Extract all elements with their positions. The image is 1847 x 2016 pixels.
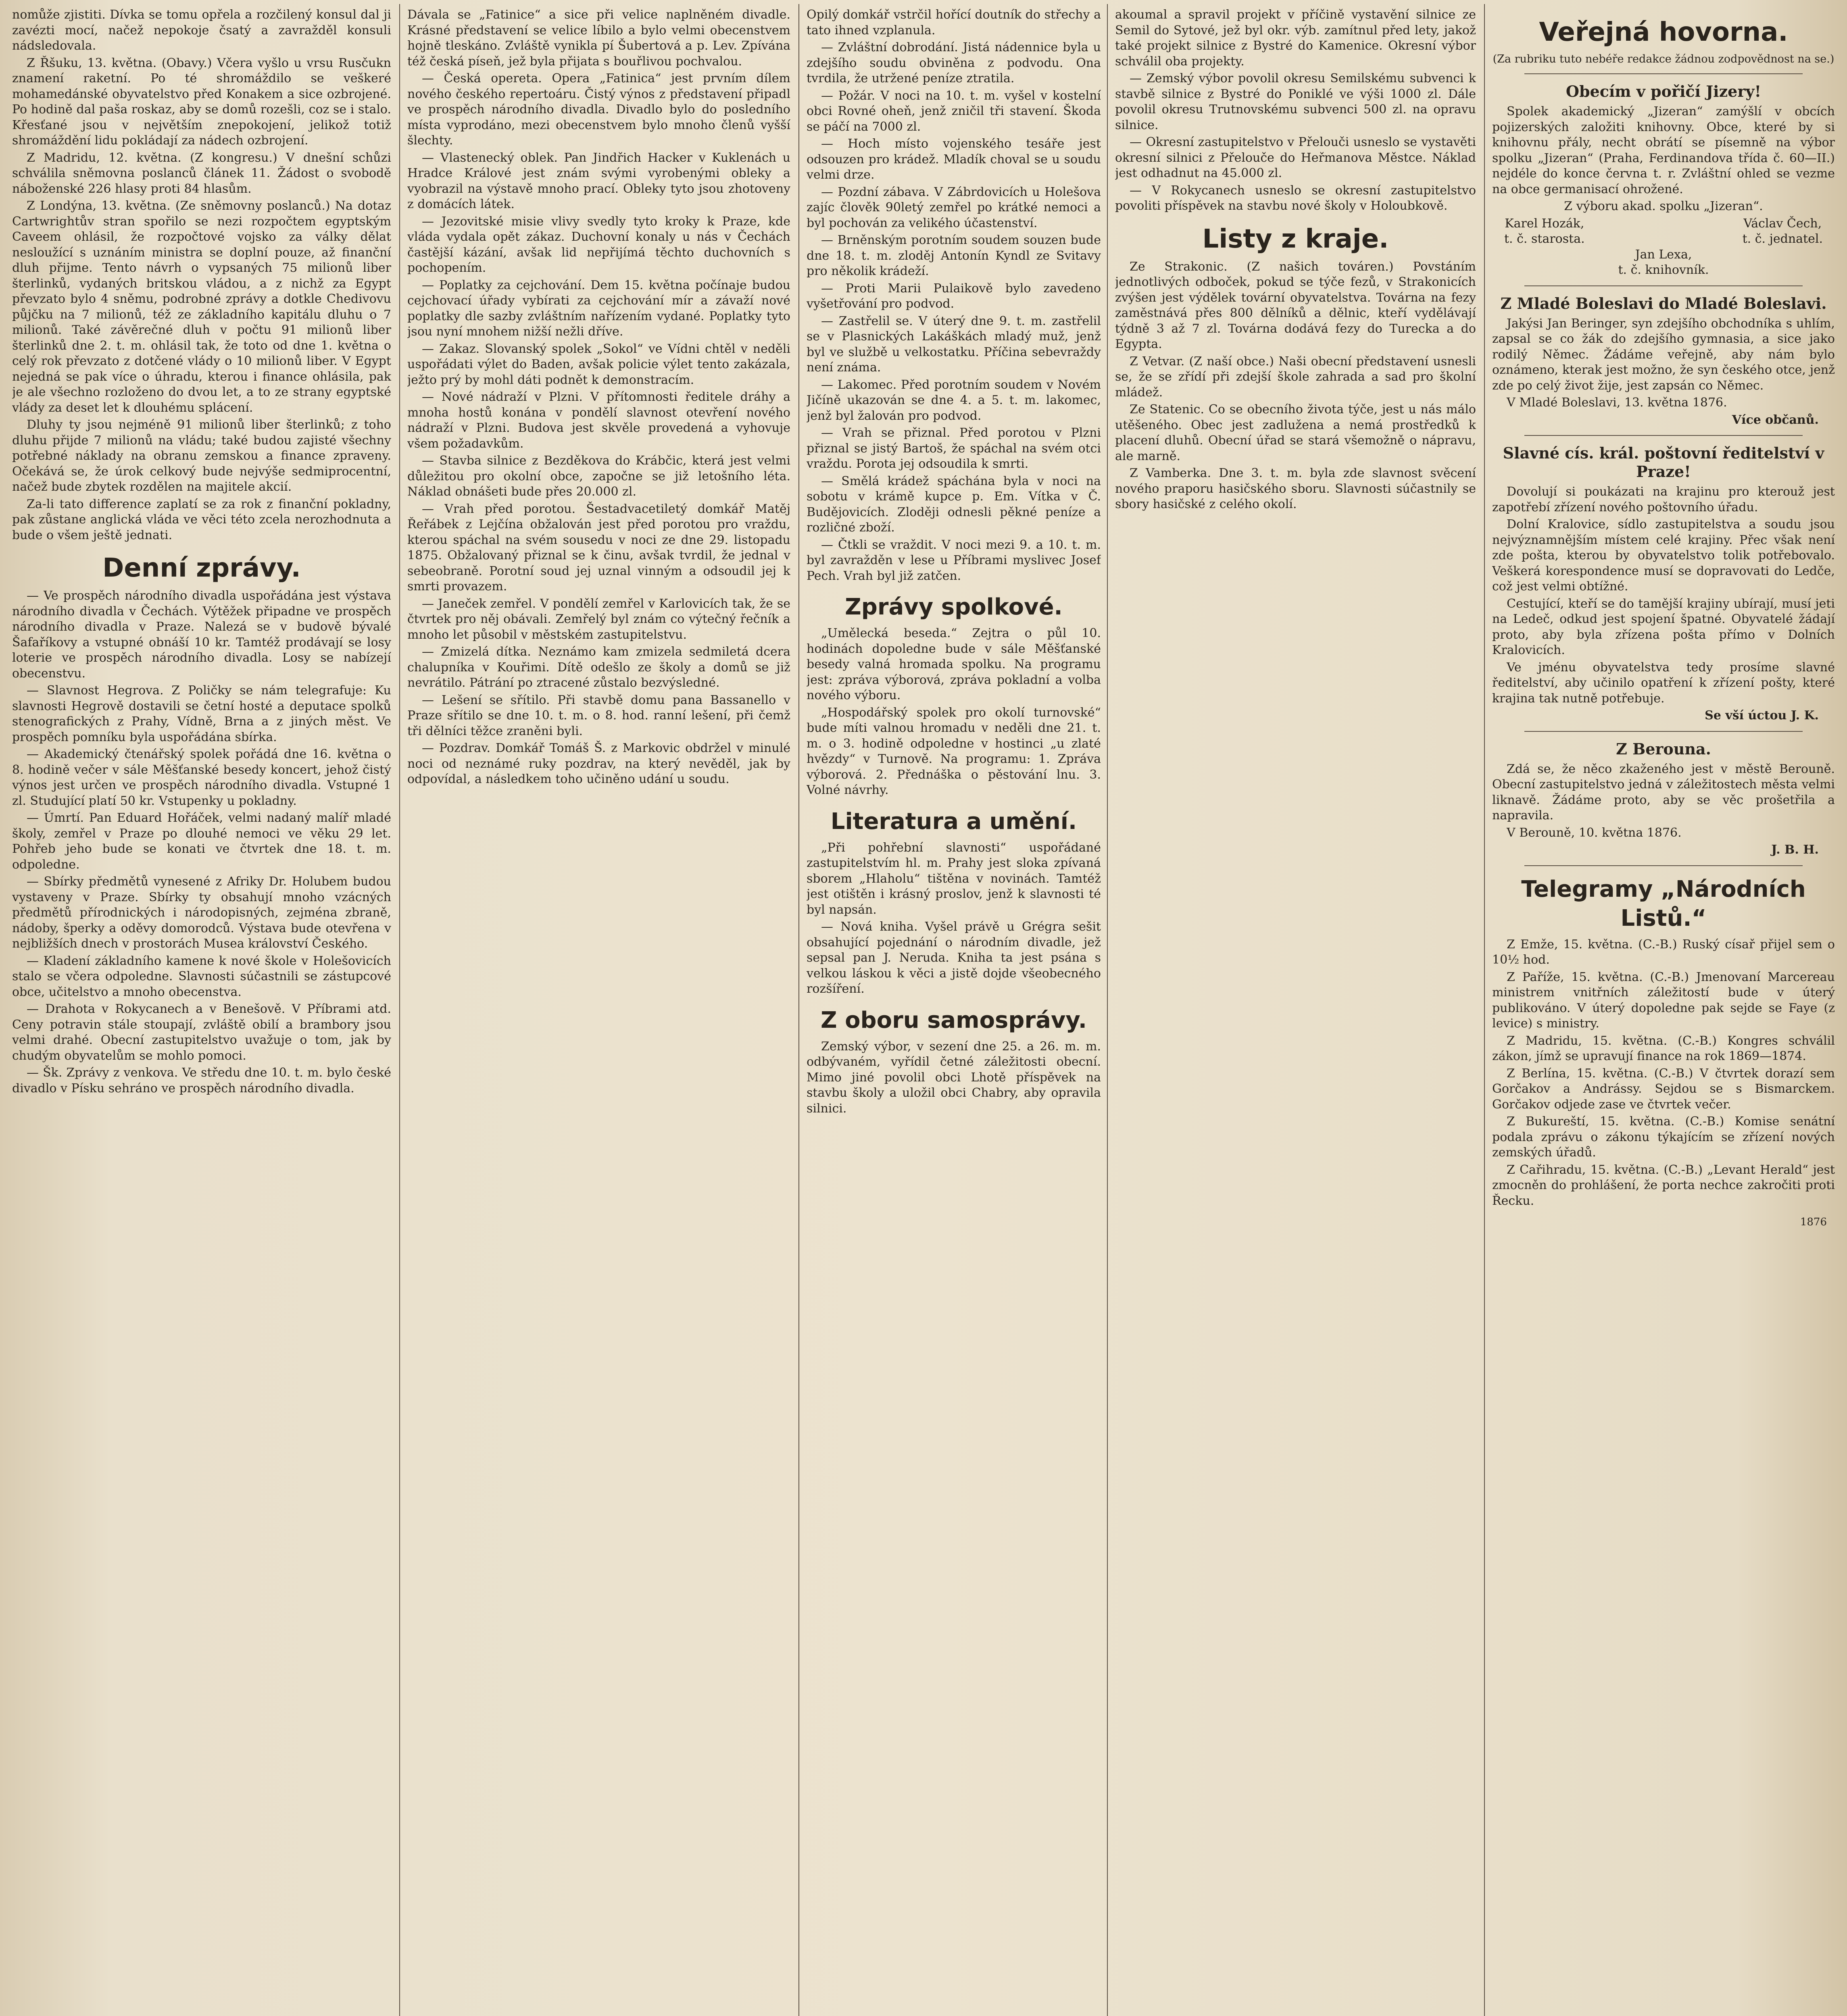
article-paragraph: V Berouně, 10. května 1876. (1507, 825, 1682, 840)
subheading: Z Mladé Boleslavi do Mladé Boleslavi. (1500, 294, 1827, 312)
signatory-role: t. č. knihovník. (1618, 263, 1709, 277)
telegram-item: Z Emže, 15. května. (C.-B.) Ruský císař přijel sem o 10½ hod. (1492, 937, 1835, 967)
section-heading-telegramy: Telegramy „Národních Listů.“ (1521, 876, 1806, 931)
article-paragraph: — Zakaz. Slovanský spolek „Sokol“ ve Vídni chtěl v neděli uspořádati výlet do Baden, avšak policie výlet tento zakázala, ježto prý by mohl dáti podnět k demonstracím. (407, 342, 790, 387)
article-paragraph: — Vrah před porotou. Šestadvacetiletý domkář Matěj Řeřábek z Lejčína obžalován jest před porotou pro vraždu, kterou spáchal na svém sousedu v noci ze dne 29. listopadu 1875. Obžalovaný přiznal se k činu, avšak tvrdil, že jednal v sebeobraně. Porotní soud jej uznal vinným a odsoudil jej k smrti provazem. (407, 502, 790, 594)
editorial-note: (Za rubriku tuto nebéře redakce žádnou zodpovědnost na se.) (1493, 53, 1834, 65)
article-paragraph: — Slavnost Hegrova. Z Poličky se nám telegrafuje: Ku slavnosti Hegrově dostavili se četní hosté a deputace spolků stenografických z Prahy, Vídně, Brna a z jiných měst. Ve prospěch pomníku byla uspořádána sbírka. (12, 683, 391, 744)
article-paragraph: — Akademický čtenářský spolek pořádá dne 16. května o 8. hodině večer v sále Měšťanské besedy koncert, jehož čistý výnos jest určen ve prospěch národního divadla. Vstupné 1 zl. Studující platí 50 kr. Vstupenky u pokladny. (12, 747, 391, 808)
article-paragraph: „Umělecká beseda.“ Zejtra o půl 10. hodinách dopoledne bude v sále Měšťanské besedy valná hromada spolku. Na programu jest: zpráva výborová, zpráva pokladní a volba nového výboru. (807, 626, 1101, 702)
article-paragraph: Ve jménu obyvatelstva tedy prosíme slavné ředitelství, aby učinilo opatření k zřízení pošty, které krajina tak nutně potřebuje. (1492, 660, 1835, 706)
signatory-role: t. č. jednatel. (1742, 232, 1823, 246)
article-paragraph: „Hospodářský spolek pro okolí turnovské“ bude míti valnou hromadu v neděli dne 21. t. m. o 3. hodině odpoledne v hostinci „u zlaté hvězdy“ v Turnově. Na programu: 1. Zpráva výborová. 2. Přednáška o pěstování lnu. 3. Volné návrhy. (807, 705, 1101, 797)
article-paragraph: Dovolují si poukázati na krajinu pro kterouž jest zapotřebí zřízení nového poštovního úřadu. (1492, 485, 1835, 514)
article-paragraph: nomůže zjistiti. Dívka se tomu opřela a rozčilený konsul dal ji zavézti mocí, načež nepokoje čsatý a zavražděl konsuli nádsledovala. (12, 8, 391, 53)
article-paragraph: — Požár. V noci na 10. t. m. vyšel v kostelní obci Rovné oheň, jenž zničil tři stavení. Škoda se páčí na 7000 zl. (807, 88, 1101, 134)
article-paragraph: — Smělá krádež spáchána byla v noci na sobotu v krámě kupce p. Em. Vítka v Č. Budějovicích. Zloději odnesli pěkné peníze a rozličné zboží. (807, 474, 1101, 535)
section-heading-zpravy-spolkove: Zprávy spolkové. (845, 594, 1063, 620)
article-paragraph: Dolní Kralovice, sídlo zastupitelstva a soudu jsou nejvýznamnějším místem celé krajiny. Přec však není zde pošta, kterou by obyvatelstvo tolik potřebovalo. Veškerá korespondence musí se dopravovati do Ledče, což jest velmi obtížné. (1492, 517, 1835, 594)
article-paragraph: — Lakomec. Před porotním soudem v Novém Jičíně ukazován se dne 4. a 5. t. m. lakomec, jenž byl žalován pro podvod. (807, 377, 1101, 423)
article-paragraph: — Hoch místo vojenského tesáře jest odsouzen pro krádež. Mladík choval se u soudu velmi drze. (807, 137, 1101, 182)
article-paragraph: — Janeček zemřel. V pondělí zemřel v Karlovicích tak, že se čtvrtek pro něj obávali. Zemřelý byl znám co výtečný řečník a mnoho let působil v městském zastupitelstvu. (407, 596, 790, 642)
article-paragraph: — Vrah se přiznal. Před porotou v Plzni přiznal se jistý Bartoš, že spáchal na svém otci vraždu. Porota jej odsoudila k smrti. (807, 426, 1101, 471)
signatory-name: Václav Čech, (1743, 216, 1822, 231)
article-paragraph: — Proti Marii Pulaikově bylo zavedeno vyšetřování pro podvod. (807, 281, 1101, 311)
article-paragraph: — Brněnským porotním soudem souzen bude dne 18. t. m. zloděj Antonín Kyndl ze Svitavy pro několik krádeží. (807, 233, 1101, 278)
subheading: Z Berouna. (1616, 739, 1711, 758)
article-paragraph: — Zemský výbor povolil okresu Semilskému subvenci k stavbě silnice z Bystré do Poniklé ve výši 1000 zl. Dále povolil okresu Trutnovskému subvenci 500 zl. na opravu silnice. (1115, 71, 1476, 132)
divider (1524, 73, 1803, 74)
divider (1524, 865, 1803, 866)
column-1 (12, 7, 391, 2016)
divider (1524, 435, 1803, 436)
article-paragraph: — Zmizelá dítka. Neznámo kam zmizela sedmiletá dcera chalupníka v Kouřimi. Dítě odešlo ze školy a domů se již nevrátilo. Pátrání po ztracené zůstalo bezvýsledné. (407, 645, 790, 690)
article-paragraph: „Při pohřební slavnosti“ uspořádané zastupitelstvím hl. m. Prahy jest sloka zpívaná sborem „Hlaholu“ tištěna v novinách. Tamtéž jest otištěn i krásný proslov, jenž k slavnosti té byl napsán. (807, 840, 1101, 917)
section-heading-denni-zpravy: Denní zprávy. (102, 553, 301, 583)
article-paragraph: — Pozdní zábava. V Zábrdovicích u Holešova zajíc člověk 90letý zemřel po krátké nemoci a byl pochován za velikého účastenství. (807, 185, 1101, 230)
article-paragraph: — Zvláštní dobrodání. Jistá nádennice byla u zdejšího soudu obviněna z podvodu. Ona tvrdila, že utržené peníze ztratila. (807, 40, 1101, 85)
divider (1524, 731, 1803, 732)
article-paragraph: Spolek akademický „Jizeran“ zamýšlí v obcích pojizerských založiti knihovny. Obce, které by si knihovnu přály, necht obrátí se písemně na výbor spolku „Jizeran“ (Praha, Ferdinandova třída č. 60—II.) nejdéle do konce června t. r. Zvláštní ohled se vezme na obce germanisací ohrožené. (1492, 104, 1835, 196)
column-rule (1484, 4, 1485, 2016)
article-paragraph: — Nové nádraží v Plzni. V přítomnosti ředitele dráhy a mnoha hostů konána v pondělí slavnost otevření nového nádraží v Plzni. Budova jest skvěle provedená a vyhovuje všem požadavkům. (407, 390, 790, 451)
subheading: Slavné cís. král. poštovní ředitelství v Praze! (1503, 444, 1824, 481)
signatory (1743, 216, 1823, 247)
signatories (1492, 216, 1835, 247)
section-heading-listy-z-kraje: Listy z kraje. (1202, 224, 1389, 254)
signatory (1504, 216, 1585, 247)
article-paragraph: — Sbírky předmětů vynesené z Afriky Dr. Holubem budou vystaveny v Praze. Sbírky ty obsahují mnoho vzácných předmětů přírodnických i národopisných, zejména zbraně, nádoby, šperky a oděvy domorodců. Výstava bude otevřena v nejbližších dnech v prostorách Musea království Českého. (12, 875, 391, 951)
article-paragraph: — Drahota v Rokycanech a v Benešově. V Příbrami atd. Ceny potravin stále stoupají, zvláště obilí a brambory jsou velmi drahé. Obecní zastupitelstvo uvažuje o tom, jak by chudým obyvatelům se mohlo pomoci. (12, 1002, 391, 1063)
column-rule (399, 4, 400, 2016)
article-paragraph: Opilý domkář vstrčil hořící doutník do střechy a tato ihned vzplanula. (807, 8, 1101, 37)
article-paragraph: Ze Strakonic. (Z našich továren.) Povstáním jednotlivých odboček, pokud se týče fezů, v Strakonicích zvýšen jest výdělek tovární obyvatelstva. Továrna na fezy zaměstnává přes 800 dělníků a dělnic, kteří vydělávají týdně 3 až 7 zl. Továrna dodává fezy do Turecka a do Egypta. (1115, 259, 1476, 351)
signature-line: Více občanů. (1732, 412, 1819, 427)
article-paragraph: — Vlastenecký oblek. Pan Jindřich Hacker v Kuklenách u Hradce Králové jest znám svými vyrobenými obleky a vyobrazil na výstavě mnoho prací. Obleky tyto jsou zhotoveny z domácích látek. (407, 150, 790, 211)
article-paragraph: akoumal a spravil projekt v příčině vystavění silnice ze Semil do Sytové, jež byl okr. výb. zamítnul před lety, jakož také projekt silnice z Bystré do Kamenice. Okresní výbor schválil oba projekty. (1115, 8, 1476, 69)
telegram-item: Z Berlína, 15. května. (C.-B.) V čtvrtek dorazí sem Gorčakov a Andrássy. Sejdou se s Bismarckem. Gorčakov odjede zase ve čtvrtek večer. (1492, 1066, 1835, 1112)
article-paragraph: — Pozdrav. Domkář Tomáš Š. z Markovic obdržel v minulé noci od neznámé ruky pozdrav, na který nevěděl, jak by odpovídal, a následkem toho učiněno udání u soudu. (407, 741, 790, 786)
article-paragraph: V Mladé Boleslavi, 13. května 1876. (1507, 396, 1727, 410)
article-paragraph: — Jezovitské misie vlivy svedly tyto kroky k Praze, kde vláda vydala opět zákaz. Duchovní konaly u nás v Čechách častější kázání, avšak lid nepřijímá těchto duchovních s pochopením. (407, 214, 790, 275)
article-paragraph: Dávala se „Fatinice“ a sice při velice naplněném divadle. Krásné představení se velice líbilo a bylo velmi obecenstvem hojně tleskáno. Zvláště vynikla pí Šubertová a p. Lev. Zpívána též česká píseň, jež byla přijata s bouřlivou pochvalou. (407, 8, 790, 69)
page-year: 1876 (1800, 1216, 1827, 1228)
column-rule (798, 4, 799, 2016)
subheading: Obecím v pořičí Jizery! (1566, 82, 1762, 100)
column-5 (1492, 7, 1835, 2016)
article-paragraph: Zdá se, že něco zkaženého jest v městě Berouně. Obecní zastupitelstvo jedná v záležitostech města velmi liknavě. Žádáme proto, aby se věc prošetřila a napravila. (1492, 762, 1835, 823)
article-paragraph: Z Řšuku, 13. května. (Obavy.) Včera vyšlo u vrsu Rusčukn znamení raketní. Po té shromáždilo se veškeré mohamedánské obyvatelstvo před Konakem a sice ozbrojené. Po hodině dal paša roskaz, aby se domů rozešli, coz se i stalo. Křesťané jsou v největším znepokojení, jelikož totiž shromáždění lidu pokládají za nádech ozbrojení. (12, 56, 391, 148)
section-heading-literatura: Literatura a umění. (830, 808, 1077, 835)
article-paragraph: — Kladení základního kamene k nové škole v Holešovicích stalo se včera odpoledne. Slavnosti súčastnili se zástupcové obce, učitelstvo a mnoho obecenstva. (12, 954, 391, 999)
article-paragraph: Z Londýna, 13. května. (Ze sněmovny poslanců.) Na dotaz Cartwrightův stran spořilo se nezi rozpočtem egyptským Caveem ohlásil, že rozpočtové vojsko za války dělat nesloužící s uznáním ministra se doplní pouze, až finanční dluh přijme. Tento návrh o vypsaných 75 milionů liber šterlinků, vydaných britskou vládou, a z nichž za Egypt převzato bylo 4 sněmu, podrobné zprávy a dotkle Chedivovu půjčku na 7 milionů, též ze základního kapitálu dluhu o 7 milionů. Také závěrečné dluh v počtu 91 milionů liber šterlinků dne 2. t. m. ohlásil tak, že toto od dne 1. května o celý rok převzato z dotčené vlády o 10 milionů liber. V Egypt nejedná se pak více o úhradu, kterou i finance ohlásila, pak je ale všechno rozloženo do dvou let, a to ze strany egyptské vlády za deset let k dlouhému splácení. (12, 199, 391, 415)
telegram-item: Z Paříže, 15. května. (C.-B.) Jmenovaní Marcereau ministrem vnitřních záležitostí bude v úterý publikováno. V úterý dopoledne pak sejde se Faye (z levice) s ministry. (1492, 970, 1835, 1031)
signature-line: Se vší úctou J. K. (1705, 708, 1819, 723)
article-paragraph: Z Madridu, 12. května. (Z kongresu.) V dnešní schůzi schválila sněmovna poslanců článek 11. Žádost o svobodě náboženské 226 hlasy proti 84 hlasům. (12, 150, 391, 196)
article-paragraph: Zemský výbor, v sezení dne 25. a 26. m. m. odbývaném, vyřídil četné záležitosti obecní. Mimo jiné povolil obci Lhotě příspěvek na stavbu školy a uložil obci Chabry, aby opravila silnici. (807, 1039, 1101, 1116)
column-2 (407, 7, 790, 2016)
article-paragraph: — Poplatky za cejchování. Dem 15. května počínaje budou cejchovací úřady vybírati za cejchování mír a závaží nové poplatky dle sazby zvláštním nařízením vydané. Poplatky tyto jsou nyní mnohem nižší nežli dříve. (407, 278, 790, 339)
divider (1524, 285, 1803, 286)
signature-line: Z výboru akad. spolku „Jizeran“. (1564, 199, 1763, 213)
signatory (1492, 247, 1835, 278)
article-paragraph: — Úmrtí. Pan Eduard Hořáček, velmi nadaný malíř mladé školy, zemřel v Praze po dlouhé nemoci ve věku 29 let. Pohřeb jeho bude se konati ve čtvrtek dne 18. t. m. odpoledne. (12, 811, 391, 872)
telegram-item: Z Bukureští, 15. května. (C.-B.) Komise senátní podala zprávu o zákonu týkajícím se zřízení nových zemských úřadů. (1492, 1114, 1835, 1160)
article-paragraph: — Stavba silnice z Bezděkova do Krábčic, která jest velmi důležitou pro okolní obce, započne se již letošního léta. Náklad obnášeti bude přes 20.000 zl. (407, 454, 790, 499)
article-paragraph: — Šk. Zprávy z venkova. Ve středu dne 10. t. m. bylo české divadlo v Písku sehráno ve prospěch národního divadla. (12, 1066, 391, 1095)
signatory-name: Jan Lexa, (1635, 247, 1692, 262)
article-paragraph: Jakýsi Jan Beringer, syn zdejšího obchodníka s uhlím, zapsal se co žák do zdejšího gymnasia, a sice jako rodilý Němec. Žádáme veřejně, aby nám bylo oznámeno, kterak jest možno, že syn českého otce, jenž zde po celý život žije, jest zapsán co Němec. (1492, 316, 1835, 393)
article-paragraph: Za-li tato difference zaplatí se za rok z finanční pokladny, pak zůstane anglická vláda ve věci této zcela nerozhodnuta a bude o všem ještě jednati. (12, 497, 391, 542)
article-paragraph: — Nová kniha. Vyšel právě u Grégra sešit obsahující pojednání o národním divadle, jež sepsal pan J. Neruda. Kniha ta jest psána s velkou láskou k věci a jistě dojde všeobecného rozšíření. (807, 920, 1101, 996)
article-paragraph: — Ve prospěch národního divadla uspořádána jest výstava národního divadla v Čechách. Výtěžek připadne ve prospěch národního divadla v Praze. Nalezá se v budově bývalé Šafaříkovy a vstupné obnáší 10 kr. Tamtéž prodávají se losy loterie ve prospěch národního divadla. Losy se nabízejí obecenstvu. (12, 589, 391, 681)
article-paragraph: — V Rokycanech usneslo se okresní zastupitelstvo povoliti příspěvek na stavbu nové školy v Holoubkově. (1115, 183, 1476, 213)
article-paragraph: Cestující, kteří se do tamější krajiny ubírají, musí jeti na Ledeč, odkud jest spojení špatné. Obyvatelé žádají proto, aby byla zřízena pošta přímo v Dolních Kralovicích. (1492, 596, 1835, 657)
signatory-role: t. č. starosta. (1504, 232, 1585, 246)
article-paragraph: — Okresní zastupitelstvo v Přelouči usneslo se vystavěti okresní silnici z Přelouče do Heřmanova Městce. Náklad jest odhadnut na 45.000 zl. (1115, 135, 1476, 180)
signature-line: J. B. H. (1771, 843, 1819, 857)
article-paragraph: Z Vetvar. (Z naší obce.) Naši obecní představení usnesli se, že se zřídí při zdejší škole zahrada a sad pro školní mládež. (1115, 354, 1476, 400)
telegram-item: Z Madridu, 15. května. (C.-B.) Kongres schválil zákon, jímž se upravují finance na rok 1869—1874. (1492, 1033, 1835, 1063)
telegram-item: Z Cařihradu, 15. května. (C.-B.) „Levant Herald“ jest zmocněn do prohlášení, že porta nechce zakročiti proti Řecku. (1492, 1162, 1835, 1208)
article-paragraph: — Lešení se sřítilo. Při stavbě domu pana Bassanello v Praze sřítilo se dne 10. t. m. o 8. hod. ranní lešení, při čemž tři dělníci těžce zraněni byli. (407, 693, 790, 738)
article-paragraph: — Česká opereta. Opera „Fatinica“ jest prvním dílem nového českého repertoáru. Čistý výnos z představení připadl ve prospěch národního divadla. Divadlo bylo do posledního místa vyprodáno, mezi obecenstvem bylo mnoho členů vyšší šlechty. (407, 71, 790, 148)
article-paragraph: Dluhy ty jsou nejméně 91 milionů liber šterlinků; z toho dluhu přijde 7 milionů na vládu; také budou zajisté všechny potřebné náklady na obranu zemskou a finance zpraveny. Očekává se, že úrok celkový bude nejvýše sedmiprocentní, načež bude zbytek rozdělen na majitele akcií. (12, 418, 391, 494)
signatory-name: Karel Hozák, (1505, 216, 1584, 231)
article-paragraph: — Zastřelil se. V úterý dne 9. t. m. zastřelil se v Plasnických Lakáškách mladý muž, jenž byl ve službě u velkostatku. Příčina sebevraždy není známa. (807, 314, 1101, 375)
article-paragraph: Ze Statenic. Co se obecního života týče, jest u nás málo utěšeného. Obec jest zadlužena a nemá prostředků k placení dluhů. Obecní úřad se stará všemožně o nápravu, ale marně. (1115, 402, 1476, 463)
article-paragraph: Z Vamberka. Dne 3. t. m. byla zde slavnost svěcení nového praporu hasičského sboru. Slavnosti súčastnily se sbory hasičské z celého okolí. (1115, 466, 1476, 511)
column-3 (807, 7, 1101, 2016)
article-paragraph: — Čtkli se vraždit. V noci mezi 9. a 10. t. m. byl zavražděn v lese u Příbrami myslivec Josef Pech. Vrah byl již zatčen. (807, 537, 1101, 583)
column-4 (1115, 7, 1476, 2016)
section-heading-verejna-hovorna: Veřejná hovorna. (1539, 17, 1788, 47)
column-rule (1107, 4, 1108, 2016)
section-heading-samosprava: Z oboru samosprávy. (820, 1007, 1087, 1033)
